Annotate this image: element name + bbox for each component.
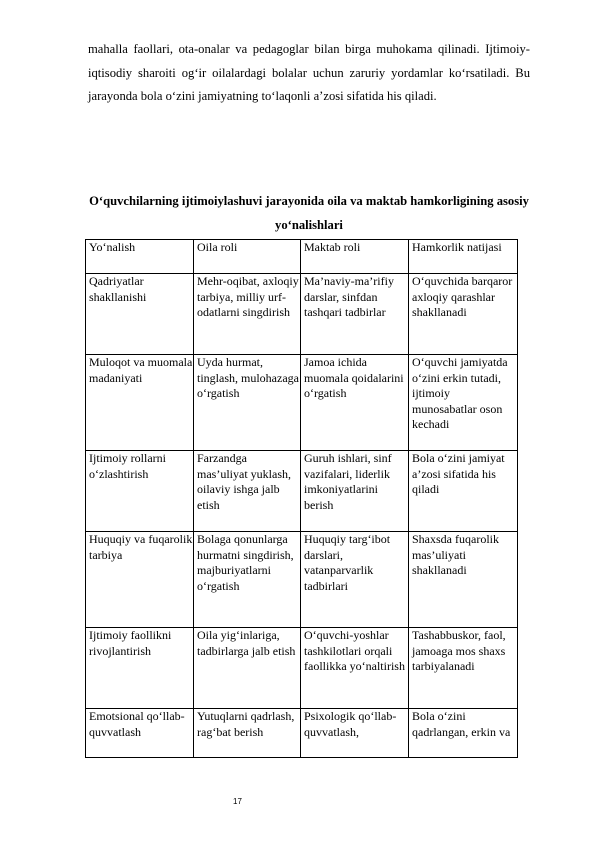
- table-cell: Bolaga qonunlarga hurmatni singdirish, majburiyatlarni o‘rgatish: [194, 532, 301, 628]
- table-cell: Ijtimoiy rollarni o‘zlashtirish: [86, 451, 194, 532]
- table-cell: Oila yig‘inlariga, tadbirlarga jalb etish: [194, 628, 301, 709]
- table-cell: Ijtimoiy faollikni rivojlantirish: [86, 628, 194, 709]
- table-cell: Yutuqlarni qadrlash, rag‘bat berish: [194, 709, 301, 758]
- column-header: Oila roli: [194, 240, 301, 274]
- table-cell: O‘quvchida barqaror axloqiy qarashlar shakllanadi: [409, 274, 518, 355]
- table-cell: Bola o‘zini jamiyat a’zosi sifatida his qiladi: [409, 451, 518, 532]
- table-cell: Psixologik qo‘llab-quvvatlash,: [301, 709, 409, 758]
- table-cell: Jamoa ichida muomala qoidalarini o‘rgatish: [301, 355, 409, 451]
- table-cell: Emotsional qo‘llab-quvvatlash: [86, 709, 194, 758]
- table-row: [86, 355, 518, 451]
- table-row: [86, 274, 518, 355]
- table-cell: Huquqiy targ‘ibot darslari, vatanparvarlik tadbirlari: [301, 532, 409, 628]
- table-header-row: [86, 240, 518, 274]
- table-row: [86, 628, 518, 709]
- table-cell: Bola o‘zini qadrlangan, erkin va: [409, 709, 518, 758]
- table-cell: Mehr-oqibat, axloqiy tarbiya, milliy urf-odatlarni singdirish: [194, 274, 301, 355]
- column-header: Maktab roli: [301, 240, 409, 274]
- table-cell: Qadriyatlar shakllanishi: [86, 274, 194, 355]
- column-header: Yo‘nalish: [86, 240, 194, 274]
- table-cell: Guruh ishlari, sinf vazifalari, liderlik imkoniyatlarini berish: [301, 451, 409, 532]
- table-cell: Ma’naviy-ma’rifiy darslar, sinfdan tashqari tadbirlar: [301, 274, 409, 355]
- table-cell: O‘quvchi-yoshlar tashkilotlari orqali faollikka yo‘naltirish: [301, 628, 409, 709]
- cooperation-table: [85, 239, 518, 758]
- table-cell: Shaxsda fuqarolik mas’uliyati shakllanadi: [409, 532, 518, 628]
- table-cell: Muloqot va muomala madaniyati: [86, 355, 194, 451]
- column-header: Hamkorlik natijasi: [409, 240, 518, 274]
- page-number: 17: [233, 797, 242, 806]
- table-cell: Huquqiy va fuqarolik tarbiya: [86, 532, 194, 628]
- body-paragraph: mahalla faollari, ota-onalar va pedagoglar bilan birga muhokama qilinadi. Ijtimoiy-iqtisodiy sharoiti og‘ir oilalardagi bolalar uchun zaruriy yordamlar ko‘rsatiladi. Bu jarayonda bola o‘zini jamiyatning to‘laqonli a’zosi sifatida his qiladi.: [88, 42, 530, 104]
- table-row: [86, 532, 518, 628]
- table-title: O‘quvchilarning ijtimoiylashuvi jarayonida oila va maktab hamkorligining asosiy yo‘nalishlari: [89, 194, 529, 232]
- table-cell: Tashabbuskor, faol, jamoaga mos shaxs tarbiyalanadi: [409, 628, 518, 709]
- table-row: [86, 451, 518, 532]
- table-cell: Uyda hurmat, tinglash, mulohazaga o‘rgatish: [194, 355, 301, 451]
- table-cell: O‘quvchi jamiyatda o‘zini erkin tutadi, ijtimoiy munosabatlar oson kechadi: [409, 355, 518, 451]
- table-cell: Farzandga mas’uliyat yuklash, oilaviy ishga jalb etish: [194, 451, 301, 532]
- table-row: [86, 709, 518, 758]
